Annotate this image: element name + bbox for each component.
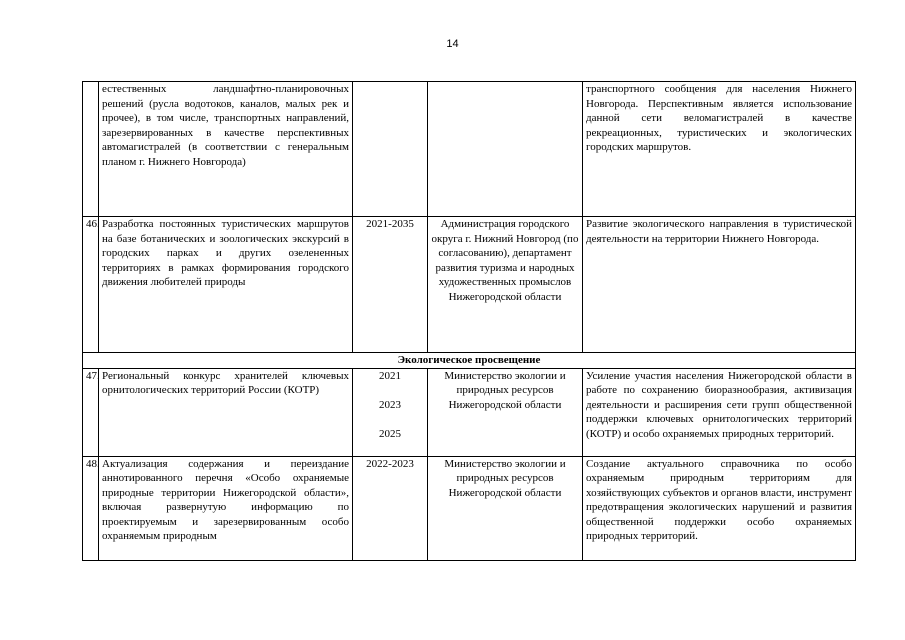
expected-result: транспортного сообщения для населения Нижнего Новгорода. Перспективным является использование данной сети веломагистралей в качестве рекреационных, туристических и экологических городских маршрутов.: [583, 82, 856, 217]
table-row: [83, 82, 856, 217]
implementation-period: 2021-2035: [353, 217, 428, 353]
row-number: 46.: [83, 217, 99, 353]
implementation-period: [353, 368, 428, 456]
page-number: 14: [446, 38, 459, 50]
period-year: 2021: [379, 369, 401, 382]
section-title: Экологическое просвещение: [83, 353, 856, 369]
section-header-row: [83, 353, 856, 369]
period-year: 2023: [379, 398, 401, 411]
action-plan-table: [82, 81, 856, 561]
row-number: 48.: [83, 456, 99, 560]
measure-description: Актуализация содержания и переиздание аннотированного перечня «Особо охраняемые природные территории Нижегородской области», включая развернутую информацию по проектируемым и зарезервированным особо охраняемым природным: [99, 456, 353, 560]
measure-description: естественных ландшафтно-планировочных решений (русла водотоков, каналов, малых рек и прочее), в том числе, транспортных направлений, зарезервированных в качестве перспективных автомагистралей (в соответствии с генеральным планом г. Нижнего Новгорода): [99, 82, 353, 217]
expected-result: Усиление участия населения Нижегородской области в работе по сохранению биоразнообразия, активизация деятельности и расширения сети групп общественной поддержки ключевых орнитологических территорий (КОТР) и особо охраняемых природных территорий.: [583, 368, 856, 456]
implementation-period: [353, 82, 428, 217]
measure-description: Разработка постоянных туристических маршрутов на базе ботанических и зоологических экскурсий в городских парках и других озелененных территориях в рамках формирования городского движения любителей природы: [99, 217, 353, 353]
executor: Администрация городского округа г. Нижний Новгород (по согласованию), департамент развития туризма и народных художественных промыслов Нижегородской области: [428, 217, 583, 353]
measure-description: Региональный конкурс хранителей ключевых орнитологических территорий России (КОТР): [99, 368, 353, 456]
period-year: 2025: [379, 427, 401, 440]
executor: Министерство экологии и природных ресурсов Нижегородской области: [428, 456, 583, 560]
expected-result: Развитие экологического направления в туристической деятельности на территории Нижнего Новгорода.: [583, 217, 856, 353]
table-row: [83, 368, 856, 456]
row-number: 47.: [83, 368, 99, 456]
table-row: [83, 456, 856, 560]
expected-result: Создание актуального справочника по особо охраняемым природным территориям для хозяйствующих субъектов и органов власти, инструмент предотвращения экологических нарушений и развития общественной поддержки особо охраняемых природных территорий.: [583, 456, 856, 560]
row-number: [83, 82, 99, 217]
table-row: [83, 217, 856, 353]
executor: [428, 82, 583, 217]
implementation-period: 2022-2023: [353, 456, 428, 560]
executor: Министерство экологии и природных ресурсов Нижегородской области: [428, 368, 583, 456]
